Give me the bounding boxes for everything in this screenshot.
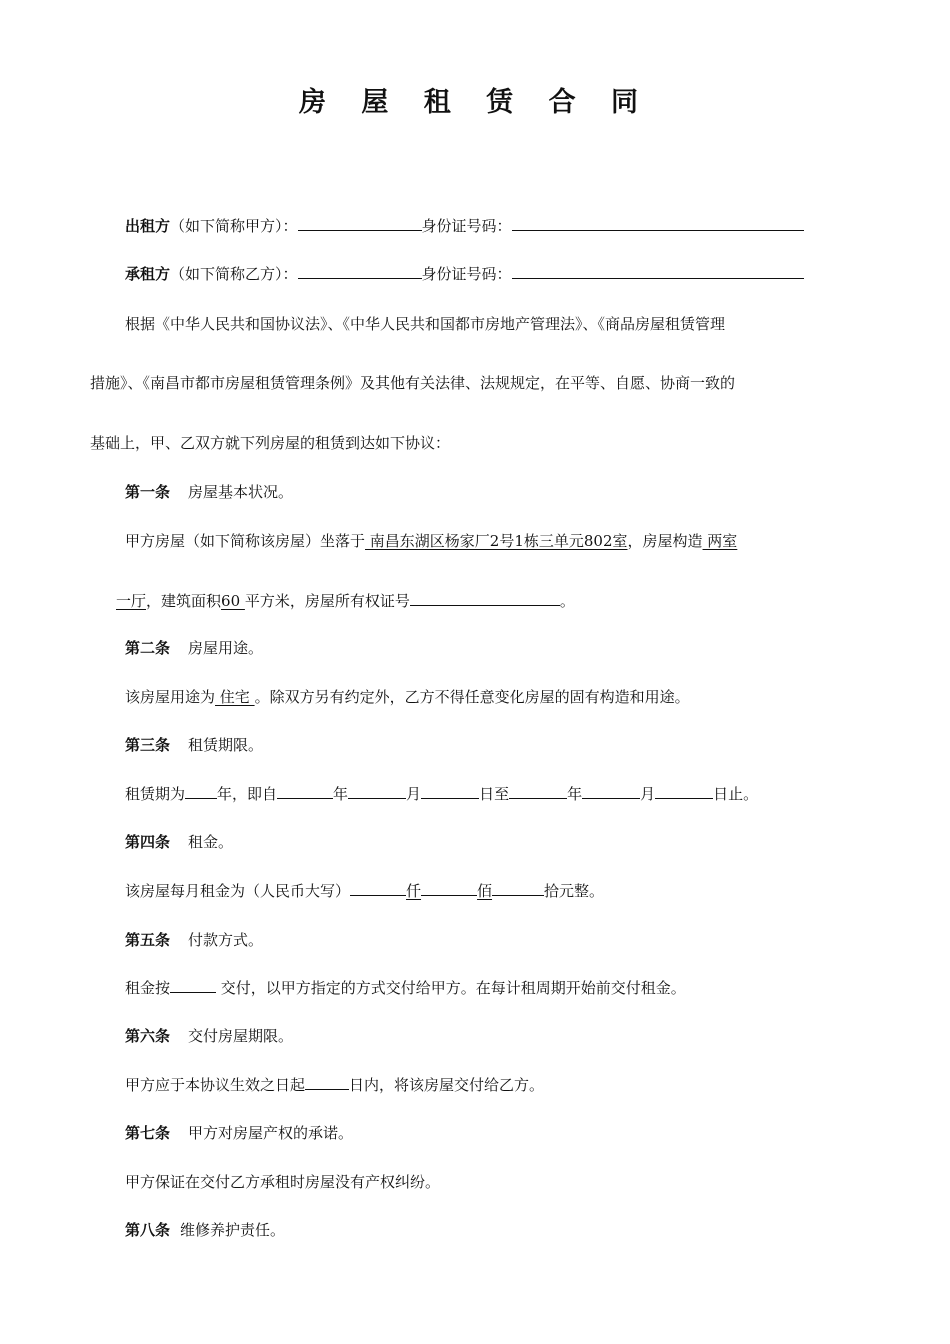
article-6-text: [125, 1074, 544, 1096]
payment-rest: 交付，以甲方指定的方式交付给甲方。在每计租周期开始前交付租金。: [216, 979, 686, 997]
article-1-number: 第一条: [125, 483, 171, 501]
end-day-blank[interactable]: [655, 783, 713, 799]
article-4-title: 租金。: [188, 833, 234, 851]
term-from-label: 年，即自: [217, 785, 278, 803]
article-1-title: 房屋基本状况。: [188, 483, 294, 501]
intro-line-2: 措施》、《南昌市都市房屋租赁管理条例》及其他有关法律、法规规定，在平等、自愿、协商一致的: [90, 374, 736, 392]
rent-tens-blank[interactable]: [492, 880, 544, 896]
article-5-text: [125, 977, 686, 999]
rent-qian-unit: 仟: [406, 882, 422, 900]
article-1-heading: [125, 481, 293, 503]
party-b-id-blank[interactable]: [512, 263, 804, 279]
article-2-use-label: 该房屋用途为: [125, 688, 216, 706]
article-1-structure-label: ，房屋构造: [627, 532, 703, 550]
article-6-number: 第六条: [125, 1027, 171, 1045]
rent-hundreds-blank[interactable]: [421, 880, 477, 896]
start-year-blank[interactable]: [277, 783, 333, 799]
end-day-label: 日止。: [713, 785, 759, 803]
party-b-line: [125, 263, 804, 285]
article-2-number: 第二条: [125, 639, 171, 657]
end-year-label: 年: [567, 785, 583, 803]
end-month-blank[interactable]: [582, 783, 640, 799]
article-3-text: [125, 783, 758, 805]
article-1-cert-label: 平方米，房屋所有权证号: [244, 592, 410, 610]
article-3-number: 第三条: [125, 736, 171, 754]
party-b-label: 承租方: [125, 265, 171, 283]
party-a-paren: （如下简称甲方）：: [170, 217, 298, 235]
payment-period-blank[interactable]: [170, 977, 216, 993]
house-area[interactable]: 60: [221, 592, 245, 610]
article-6-heading: [125, 1025, 293, 1047]
delivery-days-blank[interactable]: [305, 1074, 349, 1090]
term-years-blank[interactable]: [185, 783, 217, 799]
article-6-title: 交付房屋期限。: [188, 1027, 294, 1045]
rent-thousands-blank[interactable]: [350, 880, 406, 896]
ownership-cert-blank[interactable]: [410, 590, 560, 606]
start-year-label: 年: [333, 785, 349, 803]
house-use[interactable]: 住宅: [215, 688, 255, 706]
intro-line-1: 根据《中华人民共和国协议法》、《中华人民共和国都市房地产管理法》、《商品房屋租赁管理: [125, 315, 726, 333]
party-a-id-blank[interactable]: [512, 215, 804, 231]
article-7-title: 甲方对房屋产权的承诺。: [188, 1124, 354, 1142]
house-address[interactable]: 南昌东湖区杨家厂2号1栋三单元802室: [365, 532, 628, 550]
start-day-blank[interactable]: [421, 783, 479, 799]
end-year-blank[interactable]: [509, 783, 567, 799]
article-8-number: 第八条: [125, 1221, 171, 1239]
article-1-period: 。: [559, 592, 575, 610]
rent-bai-unit: 佰: [477, 882, 493, 900]
article-1-location-label: 甲方房屋（如下简称该房屋）坐落于: [125, 532, 366, 550]
article-7-number: 第七条: [125, 1124, 171, 1142]
article-1-text-1: [125, 530, 737, 552]
article-7-text: 甲方保证在交付乙方承租时房屋没有产权纠纷。: [125, 1173, 441, 1191]
party-a-name-blank[interactable]: [298, 215, 422, 231]
article-8-title: 维修养护责任。: [180, 1221, 286, 1239]
delivery-rest: 日内，将该房屋交付给乙方。: [349, 1076, 545, 1094]
party-a-label: 出租方: [125, 217, 171, 235]
start-month-blank[interactable]: [348, 783, 406, 799]
party-a-id-label: 身份证号码：: [421, 217, 512, 235]
party-b-paren: （如下简称乙方）：: [170, 265, 298, 283]
article-2-rest: 。除双方另有约定外，乙方不得任意变化房屋的固有构造和用途。: [254, 688, 690, 706]
article-1-area-label: ，建筑面积: [146, 592, 222, 610]
delivery-label: 甲方应于本协议生效之日起: [125, 1076, 306, 1094]
article-5-number: 第五条: [125, 931, 171, 949]
article-5-heading: [125, 929, 263, 951]
rent-suffix: 拾元整。: [544, 882, 605, 900]
article-7-heading: [125, 1122, 353, 1144]
article-3-heading: [125, 734, 263, 756]
rent-label: 该房屋每月租金为（人民币大写）: [125, 882, 351, 900]
start-month-label: 月: [406, 785, 422, 803]
article-3-title: 租赁期限。: [188, 736, 264, 754]
house-structure-part2[interactable]: 一厅: [116, 592, 147, 610]
start-day-label: 日至: [479, 785, 510, 803]
article-2-text: [125, 686, 690, 708]
party-b-id-label: 身份证号码：: [421, 265, 512, 283]
article-1-text-2: [116, 590, 575, 612]
payment-label: 租金按: [125, 979, 171, 997]
party-a-line: [125, 215, 804, 237]
contract-title: 房 屋 租 赁 合 同: [299, 87, 651, 118]
article-4-heading: [125, 831, 233, 853]
end-month-label: 月: [640, 785, 656, 803]
intro-line-3: 基础上，甲、乙双方就下列房屋的租赁到达如下协议：: [90, 434, 451, 452]
article-4-number: 第四条: [125, 833, 171, 851]
term-label: 租赁期为: [125, 785, 186, 803]
house-structure-part1[interactable]: 两室: [702, 532, 738, 550]
article-2-heading: [125, 637, 263, 659]
article-4-text: [125, 880, 604, 902]
party-b-name-blank[interactable]: [298, 263, 422, 279]
article-5-title: 付款方式。: [188, 931, 264, 949]
article-8-heading: [125, 1219, 285, 1241]
article-2-title: 房屋用途。: [188, 639, 264, 657]
